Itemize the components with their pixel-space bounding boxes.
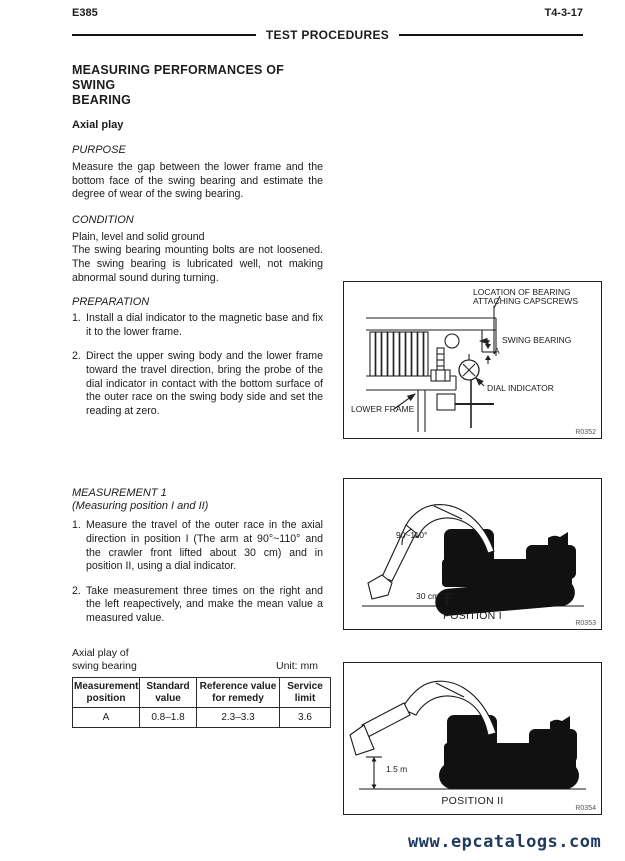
figure-swing-bearing-diagram — [343, 281, 602, 439]
list-number: 1. — [72, 519, 81, 532]
figure-ref: R0354 — [575, 805, 596, 812]
header-model: E385 — [72, 7, 98, 19]
label-lower-frame: LOWER FRAME — [351, 404, 415, 414]
subtitle-axial-play: Axial play — [72, 119, 124, 131]
label-capscrews-line2: ATTACHING CAPSCREWS — [473, 296, 578, 306]
page-title — [72, 63, 323, 108]
col-header-service-limit: Service limit — [280, 678, 331, 708]
purpose-body: Measure the gap between the lower frame and the bottom face of the swing bearing and estimate the degree of wear of the swing bearing. — [72, 161, 323, 201]
figure-position-1 — [343, 478, 602, 630]
list-text: Install a dial indicator to the magnetic base and fix it to the lower frame. — [86, 312, 323, 338]
col-header-standard-value: Standard value — [140, 678, 197, 708]
condition-line1: Plain, level and solid ground — [72, 230, 205, 243]
list-text: Take measurement three times on the right and the left reapectively, and make the mean value a measured value. — [86, 584, 323, 624]
page-title-line2: BEARING — [72, 93, 132, 107]
table-header-row — [73, 678, 331, 708]
page-title-line1: MEASURING PERFORMANCES OF SWING — [72, 63, 284, 92]
measurement1-heading: MEASUREMENT 1 — [72, 487, 167, 500]
cell-standard-value: 0.8–1.8 — [140, 708, 197, 728]
table-caption — [72, 647, 137, 673]
purpose-heading: PURPOSE — [72, 144, 126, 156]
axial-play-table — [72, 677, 331, 728]
text-column — [72, 63, 323, 728]
list-number: 1. — [72, 312, 81, 325]
condition-body: The swing bearing mounting bolts are not loosened. The swing bearing is lubricated well, not making abnormal sound during turning. — [72, 244, 323, 284]
header-rule-right — [399, 34, 583, 36]
table-caption-row — [72, 647, 318, 673]
measurement1-item-2 — [72, 585, 323, 626]
header-page-code: T4-3-17 — [544, 7, 583, 19]
excavator-position-1-drawing — [344, 479, 600, 628]
condition-heading: CONDITION — [72, 213, 134, 226]
label-arm-angle: 90~110° — [396, 530, 428, 540]
label-gap-a: A — [494, 346, 500, 356]
measurement1-subheading: (Measuring position I and II) — [72, 500, 209, 513]
label-capscrews-line1: LOCATION OF BEARING — [473, 287, 571, 297]
figure-position-2 — [343, 662, 602, 815]
col-header-measurement-position: Measurement position — [73, 678, 140, 708]
label-dial-indicator: DIAL INDICATOR — [487, 383, 554, 393]
list-text: Measure the travel of the outer race in the axial direction in position I (The arm at 90°~110° and the crawler front lifted about 30 cm) and in position II, using a dial indicator. — [86, 519, 323, 573]
cell-reference-value: 2.3–3.3 — [197, 708, 280, 728]
cell-position: A — [73, 708, 140, 728]
header-rule-left — [72, 34, 256, 36]
table-caption-line1: Axial play of — [72, 647, 129, 660]
preparation-heading: PREPARATION — [72, 296, 150, 309]
table-unit-label: Unit: mm — [276, 660, 318, 673]
axial-play-table-block — [72, 647, 323, 728]
footer-link[interactable]: www.epcatalogs.com — [408, 832, 602, 852]
cell-service-limit: 3.6 — [280, 708, 331, 728]
header-rule — [72, 27, 583, 43]
figure-ref: R0353 — [575, 620, 596, 627]
list-number: 2. — [72, 584, 81, 597]
list-text: Direct the upper swing body and the lower frame toward the travel direction, bring the probe of the dial indicator in contact with the bottom surface of the outer race on the swing body side and set the reading at zero. — [86, 350, 323, 417]
table-caption-line2: swing bearing — [72, 660, 137, 673]
preparation-item-2 — [72, 350, 323, 418]
table-row — [73, 708, 331, 728]
measurement1-item-1 — [72, 519, 323, 573]
header-section-title: TEST PROCEDURES — [265, 28, 390, 42]
preparation-item-1 — [72, 312, 323, 339]
label-lift-height: 30 cm — [416, 591, 440, 601]
figure-caption-position-1: POSITION I — [442, 610, 502, 622]
excavator-position-2-drawing — [344, 663, 600, 813]
label-swing-bearing: SWING BEARING — [502, 335, 572, 345]
figure-ref: R0352 — [575, 429, 596, 436]
figure-caption-position-2: POSITION II — [441, 795, 504, 807]
label-lift-height: 1.5 m — [386, 764, 408, 774]
list-number: 2. — [72, 350, 81, 363]
col-header-reference-value: Reference value for remedy — [197, 678, 280, 708]
